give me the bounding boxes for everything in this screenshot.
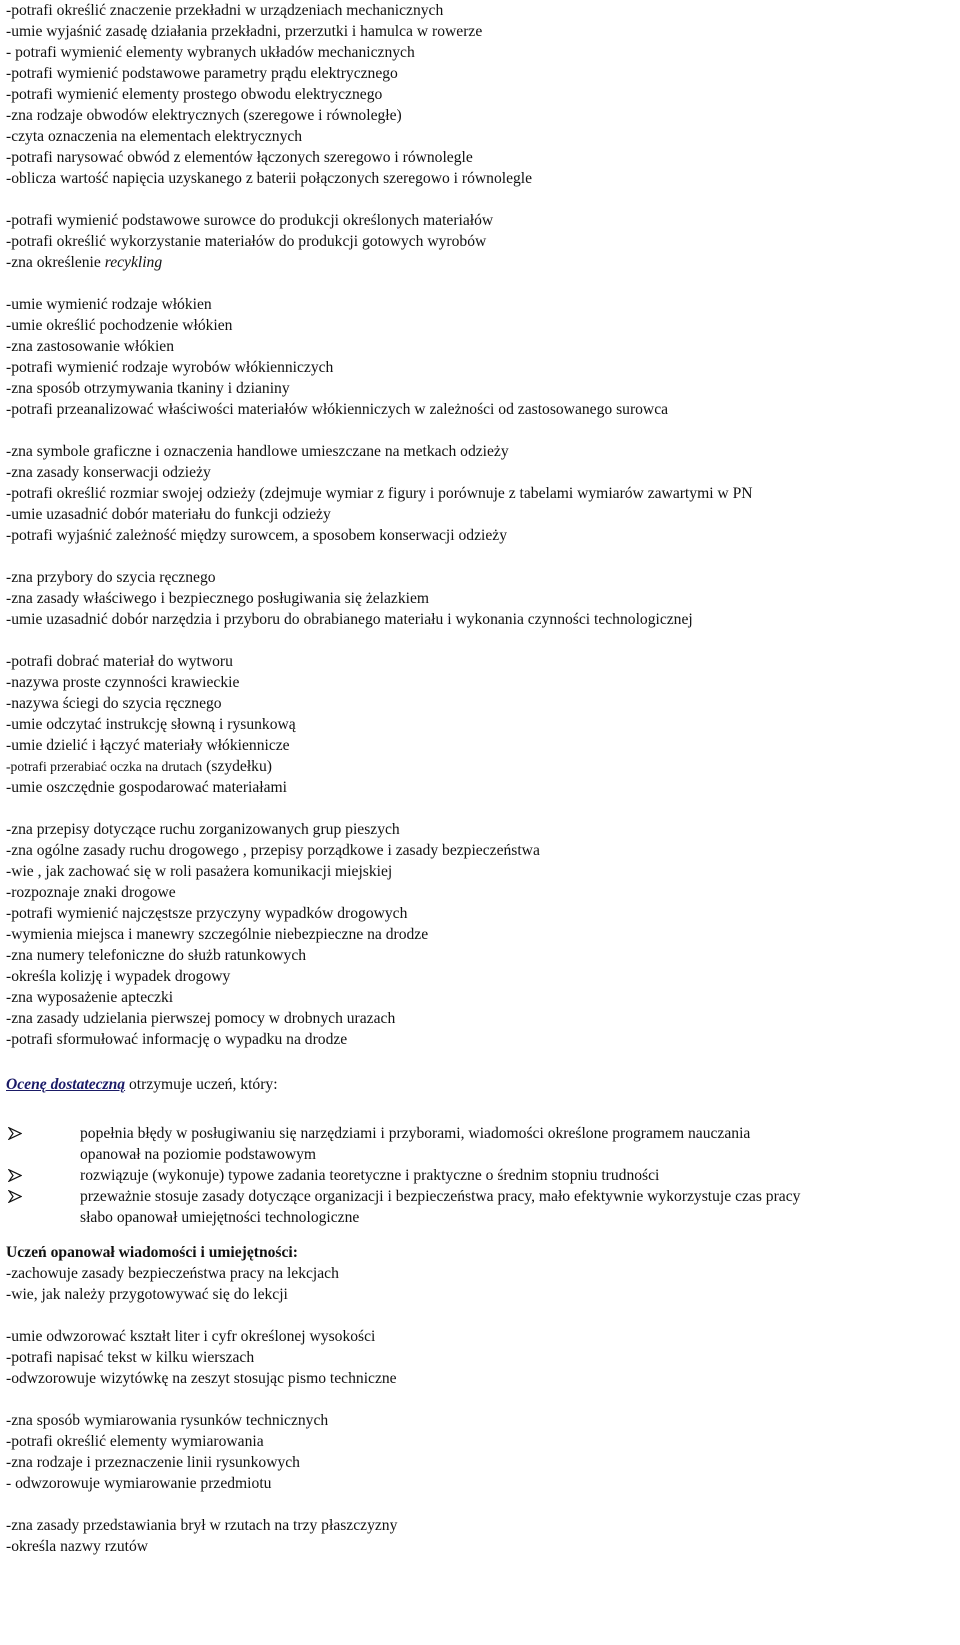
requirement-line: -umie uzasadnić dobór materiału do funkcji odzieży (6, 506, 331, 523)
requirement-line: -zna sposób wymiarowania rysunków technicznych (6, 1412, 329, 1429)
grade-heading (6, 1074, 956, 1095)
requirement-line: -umie określić pochodzenie włókien (6, 317, 233, 334)
grade-heading-rest: otrzymuje uczeń, który: (125, 1076, 278, 1093)
paragraph-gap (6, 273, 956, 294)
requirement-line: -wie, jak należy przygotowywać się do lekcji (6, 1286, 288, 1303)
requirement-line: -potrafi wymienić rodzaje wyrobów włókienniczych (6, 359, 334, 376)
arrowhead-bullet-icon (8, 1190, 22, 1203)
requirement-line: -potrafi określić znaczenie przekładni w urządzeniach mechanicznych (6, 2, 444, 19)
requirement-line: -umie uzasadnić dobór narzędzia i przyboru do obrabianego materiału i wykonania czynności technologicznej (6, 611, 693, 628)
requirement-line: -potrafi dobrać materiał do wytworu (6, 653, 233, 670)
list-item-line: popełnia błędy w posługiwaniu się narzędziami i przyborami, wiadomości określone programem nauczania (80, 1125, 751, 1142)
requirement-line: -zna zasady przedstawiania brył w rzutach na trzy płaszczyzny (6, 1517, 398, 1534)
requirement-line: - odwzorowuje wymiarowanie przedmiotu (6, 1475, 272, 1492)
list-item (6, 1186, 956, 1228)
requirement-line: -potrafi określić elementy wymiarowania (6, 1433, 264, 1450)
document-page (6, 0, 956, 1557)
list-item-line: słabo opanował umiejętności technologiczne (80, 1209, 360, 1226)
skills-heading: Uczeń opanował wiadomości i umiejętności: (6, 1244, 298, 1261)
knitting-small-text: -potrafi przerabiać oczka na drutach (6, 759, 203, 774)
paragraph-gap (6, 1050, 956, 1071)
requirement-line: -potrafi napisać tekst w kilku wierszach (6, 1349, 255, 1366)
requirement-line: -potrafi wymienić podstawowe surowce do produkcji określonych materiałów (6, 212, 494, 229)
section-work-safety (6, 1263, 956, 1305)
requirement-line: -zna zasady udzielania pierwszej pomocy w drobnych urazach (6, 1010, 396, 1027)
list-item (6, 1165, 956, 1186)
arrowhead-bullet-icon (8, 1169, 22, 1182)
requirement-line: -potrafi wymienić podstawowe parametry prądu elektrycznego (6, 65, 398, 82)
requirement-line: -zna wyposażenie apteczki (6, 989, 174, 1006)
paragraph-gap (6, 546, 956, 567)
requirement-line: -zna sposób otrzymywania tkaniny i dzianiny (6, 380, 290, 397)
requirement-line-recycling (6, 252, 956, 273)
requirement-line: -zna symbole graficzne i oznaczenia handlowe umieszczane na metkach odzieży (6, 443, 509, 460)
grade-name: Ocenę dostateczną (6, 1076, 126, 1093)
requirement-line-knitting (6, 756, 956, 777)
requirement-line: -oblicza wartość napięcia uzyskanego z baterii połączonych szeregowo i równolegle (6, 170, 533, 187)
requirement-line: -określa kolizję i wypadek drogowy (6, 968, 231, 985)
requirement-line: -umie odczytać instrukcję słowną i rysunkową (6, 716, 296, 733)
requirement-line: -potrafi sformułować informację o wypadku na drodze (6, 1031, 348, 1048)
requirement-line: -nazywa ściegi do szycia ręcznego (6, 695, 222, 712)
requirement-line: -zna przybory do szycia ręcznego (6, 569, 216, 586)
knitting-normal-text: (szydełku) (202, 758, 272, 775)
requirement-line: -potrafi wymienić elementy prostego obwodu elektrycznego (6, 86, 383, 103)
list-item-line: rozwiązuje (wykonuje) typowe zadania teoretyczne i praktyczne o średnim stopniu trudności (80, 1167, 660, 1184)
requirement-line: -nazywa proste czynności krawieckie (6, 674, 240, 691)
requirement-line: -potrafi narysować obwód z elementów łączonych szeregowo i równolegle (6, 149, 473, 166)
paragraph-gap (6, 798, 956, 819)
requirement-line: -zna rodzaje i przeznaczenie linii rysunkowych (6, 1454, 300, 1471)
requirement-line: -umie wymienić rodzaje włókien (6, 296, 212, 313)
paragraph-gap (6, 1389, 956, 1410)
requirement-line: -umie odwzorować kształt liter i cyfr określonej wysokości (6, 1328, 376, 1345)
requirement-line: -odwzorowuje wizytówkę na zeszyt stosując pismo techniczne (6, 1370, 397, 1387)
requirement-line: -zna numery telefoniczne do służb ratunkowych (6, 947, 307, 964)
paragraph-gap (6, 1305, 956, 1326)
recycling-prefix: -zna określenie (6, 254, 105, 271)
section-dimensioning (6, 1410, 956, 1494)
requirement-line: -rozpoznaje znaki drogowe (6, 884, 176, 901)
requirement-line: -umie wyjaśnić zasadę działania przekładni, przerzutki i hamulca w rowerze (6, 23, 483, 40)
requirement-line: -umie dzielić i łączyć materiały włókiennicze (6, 737, 290, 754)
requirement-line: -potrafi wyjaśnić zależność między surowcem, a sposobem konserwacji odzieży (6, 527, 507, 544)
requirement-line: -określa nazwy rzutów (6, 1538, 149, 1555)
section-fibres (6, 294, 956, 420)
section-mechanics-electricity (6, 0, 956, 189)
grade-criteria-list (6, 1123, 956, 1228)
requirement-line: -zna zasady konserwacji odzieży (6, 464, 211, 481)
paragraph-gap (6, 189, 956, 210)
requirement-line: -czyta oznaczenia na elementach elektrycznych (6, 128, 303, 145)
requirement-line: -potrafi określić wykorzystanie materiałów do produkcji gotowych wyrobów (6, 233, 487, 250)
section-textile-work (6, 651, 956, 798)
requirement-line: - potrafi wymienić elementy wybranych układów mechanicznych (6, 44, 415, 61)
paragraph-gap (6, 1494, 956, 1515)
section-technical-lettering (6, 1326, 956, 1389)
requirement-line: -potrafi określić rozmiar swojej odzieży (zdejmuje wymiar z figury i porównuje z tabelami wymiarów zawartymi w PN (6, 485, 753, 502)
section-clothing (6, 441, 956, 546)
section-sewing-tools (6, 567, 956, 630)
paragraph-gap (6, 420, 956, 441)
requirement-line: -zachowuje zasady bezpieczeństwa pracy na lekcjach (6, 1265, 339, 1282)
requirement-line: -wie , jak zachować się w roli pasażera komunikacji miejskiej (6, 863, 393, 880)
requirement-line: -zna przepisy dotyczące ruchu zorganizowanych grup pieszych (6, 821, 400, 838)
paragraph-gap (6, 630, 956, 651)
requirement-line: -wymienia miejsca i manewry szczególnie niebezpieczne na drodze (6, 926, 429, 943)
requirement-line: -umie oszczędnie gospodarować materiałami (6, 779, 287, 796)
section-materials (6, 210, 956, 273)
recycling-term: recykling (104, 254, 163, 271)
list-item (6, 1123, 956, 1165)
arrowhead-bullet-icon (8, 1127, 22, 1140)
section-road-safety (6, 819, 956, 1050)
requirement-line: -zna rodzaje obwodów elektrycznych (szeregowe i równoległe) (6, 107, 402, 124)
requirement-line: -zna ogólne zasady ruchu drogowego , przepisy porządkowe i zasady bezpieczeństwa (6, 842, 540, 859)
requirement-line: -zna zasady właściwego i bezpiecznego posługiwania się żelazkiem (6, 590, 430, 607)
list-item-line: opanował na poziomie podstawowym (80, 1146, 317, 1163)
list-item-line: przeważnie stosuje zasady dotyczące organizacji i bezpieczeństwa pracy, mało efektywnie wykorzystuje czas pracy (80, 1188, 801, 1205)
section-projections (6, 1515, 956, 1557)
requirement-line: -potrafi przeanalizować właściwości materiałów włókienniczych w zależności od zastosowanego surowca (6, 401, 669, 418)
requirement-line: -zna zastosowanie włókien (6, 338, 175, 355)
requirement-line: -potrafi wymienić najczęstsze przyczyny wypadków drogowych (6, 905, 408, 922)
